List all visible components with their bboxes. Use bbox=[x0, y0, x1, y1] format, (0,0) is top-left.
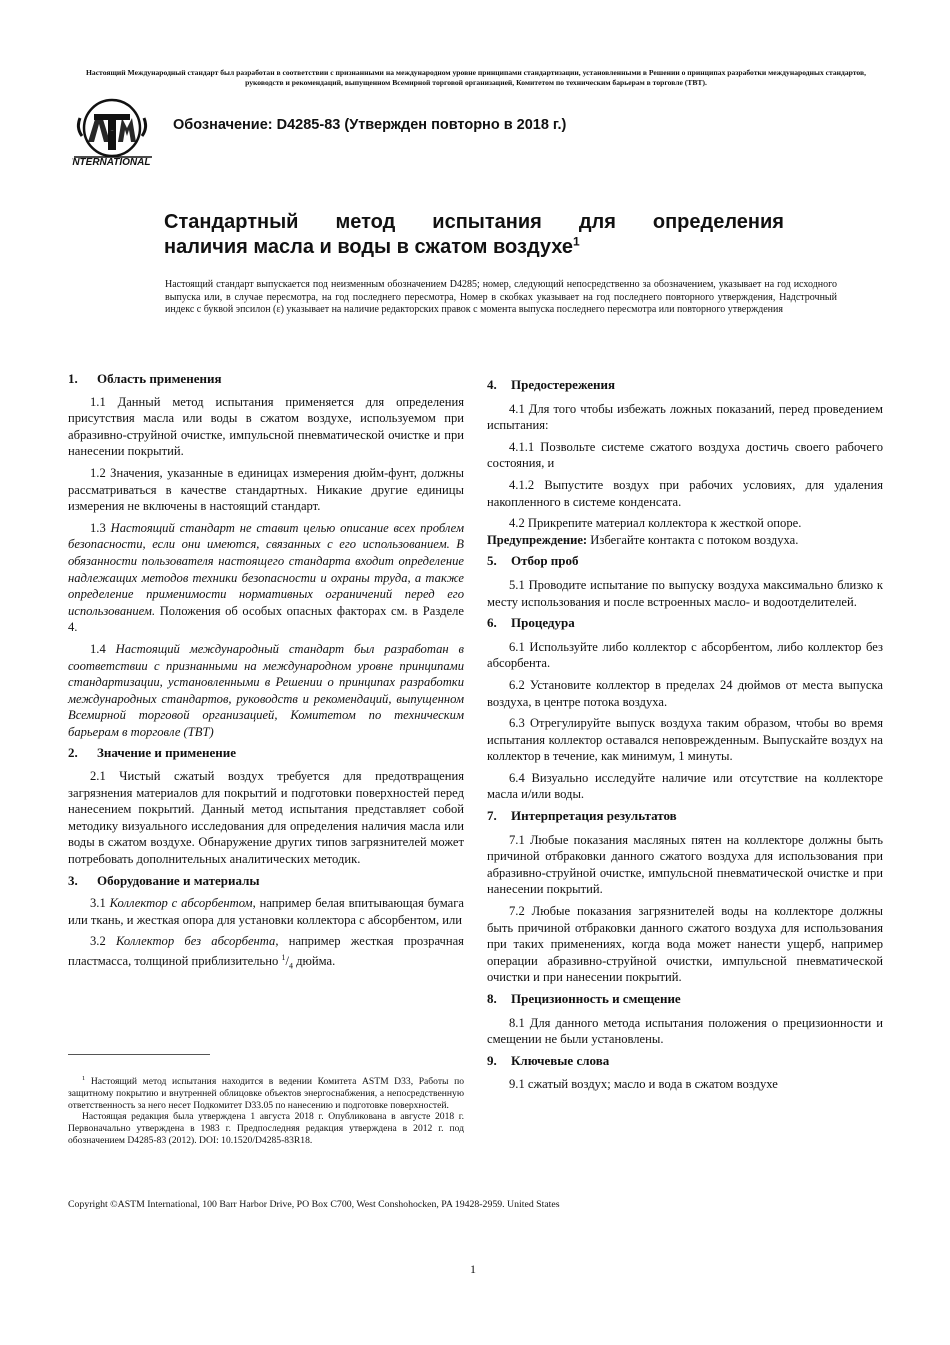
document-title bbox=[164, 210, 784, 260]
title-word: для bbox=[578, 211, 616, 233]
footnote-divider bbox=[68, 1054, 210, 1055]
title-line-2-text: наличия масла и воды в сжатом воздухе bbox=[164, 236, 574, 258]
warning: Предупреждение: Избегайте контакта с потоком воздуха. bbox=[487, 532, 799, 547]
para-7-2: 7.2 Любые показания загрязнителей воды на коллекторе должны быть причиной отбраковки данного сжатого воздуха для использования при таких применениях, когда вода может нанести ущерб, например операции абразивно-струйной очистки, импульсной пневматической очистки и при нанесении покрытий. bbox=[487, 904, 883, 985]
para-4-2: 4.2 Прикрепите материал коллектора к жесткой опоре. bbox=[509, 516, 802, 531]
wto-notice: Настоящий Международный стандарт был разработан в соответствии с признанными на международном уровне принципами стандартизации, установленными в Решении о принципах разработки международных стандартов, руководств и рекомендаций, выпущенном Всемирной торговой организацией, Комитетом по техническим барьерам в торговле (TBT). bbox=[85, 68, 866, 87]
para-6-2: 6.2 Установите коллектор в пределах 24 дюймов от места выпуска воздуха, в центре потока воздуха. bbox=[487, 677, 883, 709]
footnote-1: $^1$ Настоящий метод испытания находится в ведении Комитета ASTM D33, Работы по защитному покрытию и внутренней облицовке объектов энергоснабжения, а непосредственную ответственность за него несет Подкомитет D33.05 по нанесению и подготовке поверхностей. bbox=[68, 1075, 464, 1111]
para-1-4: 1.4 Настоящий международный стандарт был разработан в соответствии с признанными на международном уровне принципами стандартизации, установленными в Решении о принципах разработки международных стандартов, руководств и рекомендаций, выпущенном Всемирной торговой организацией, Комитетом по техническим барьерам в торговле (TBT) bbox=[68, 641, 464, 739]
title-word: испытания bbox=[432, 211, 542, 233]
right-column bbox=[487, 377, 883, 1098]
title-footnote-mark: 1 bbox=[573, 234, 580, 249]
title-line-1 bbox=[164, 210, 784, 235]
para-3-1: 3.1 Коллектор с абсорбентом, например белая впитывающая бумага или ткань, и жесткая опора для установки коллектора с абсорбентом, или bbox=[68, 896, 464, 927]
logo-hidden-text: ASTM bbox=[110, 131, 114, 132]
footnotes bbox=[68, 1073, 464, 1146]
title-word: определения bbox=[652, 211, 784, 233]
section-heading-1: 1. Область применения bbox=[68, 371, 222, 386]
para-4-1-2: 4.1.2 Выпустите воздух при рабочих условиях, для удаления накопленного в системе конденсата. bbox=[487, 477, 883, 509]
para-3-2: 3.2 Коллектор без абсорбента, например жесткая прозрачная пластмасса, толщиной приблизительно $^1/_4$ дюйма. bbox=[68, 934, 464, 971]
footnote-2: Настоящая редакция была утверждена 1 августа 2018 г. Опубликована в августе 2018 г. Первоначально утверждена в 1983 г. Предпоследняя редакция утверждена в 2012 г. под обозначением D4285-83 (2012). DOI: 10.1520/D4285-83R18. bbox=[68, 1111, 464, 1146]
astm-logo bbox=[72, 98, 158, 170]
para-1-1: 1.1 Данный метод испытания применяется для определения присутствия масла или воды в сжатом воздухе, используемом при абразивно-струйной очистке, импульсной пневматической очистке и при нанесении покрытий. bbox=[68, 394, 464, 459]
para-4-1-1: 4.1.1 Позвольте системе сжатого воздуха достичь своего рабочего состояния, и bbox=[487, 439, 883, 471]
section-heading-9: 9. Ключевые слова bbox=[487, 1052, 610, 1068]
fraction-one-quarter: $^1/_4$ bbox=[281, 953, 293, 971]
section-heading-2: 2. Значение и применение bbox=[68, 745, 237, 761]
page-number: 1 bbox=[470, 1262, 476, 1276]
section-heading-7: 7. Интерпретация результатов bbox=[487, 808, 677, 824]
issue-note: Настоящий стандарт выпускается под неизменным обозначением D4285; номер, следующий непосредственно за обозначением, указывает на год исходного выпуска или, в случае пересмотра, на год последнего пересмотра, Номер в скобках указывает на год последнего повторного утверждения, Надстрочный индекс с буквой эпсилон (ε) указывает на наличие редакторских правок с момента выпуска последнего пересмотра или повторного утверждения bbox=[165, 279, 837, 316]
para-9-1: 9.1 сжатый воздух; масло и вода в сжатом воздухе bbox=[509, 1077, 778, 1092]
para-5-1: 5.1 Проводите испытание по выпуску воздуха максимально близко к месту использования и после встроенных масло- и водоотделителей. bbox=[487, 577, 883, 609]
para-1-2: 1.2 Значения, указанные в единицах измерения дюйм-фунт, должны рассматриваться в качестве стандартных. Никакие другие единицы измерения не включены в настоящий стандарт. bbox=[68, 465, 464, 514]
para-7-1: 7.1 Любые показания масляных пятен на коллекторе должны быть причиной отбраковки данного сжатого воздуха для использования при абразивно-струйной очистке, импульсной пневматической очистке и при нанесении покрытий. bbox=[487, 832, 883, 897]
para-6-4: 6.4 Визуально исследуйте наличие или отсутствие на коллекторе масла и/или воды. bbox=[487, 770, 883, 802]
left-column bbox=[68, 371, 464, 980]
logo-international-text: INTERNATIONAL bbox=[72, 157, 151, 168]
designation: Обозначение: D4285-83 (Утвержден повторно в 2018 г.) bbox=[173, 117, 567, 133]
para-6-3: 6.3 Отрегулируйте выпуск воздуха таким образом, чтобы во время испытания коллектор оставался неповрежденным. Выпускайте воздух на коллектор в течение, как минимум, 1 минуты. bbox=[487, 716, 883, 764]
para-2-1: 2.1 Чистый сжатый воздух требуется для предотвращения загрязнения материалов для покрытий и подготовки поверхностей перед нанесением покрытий. Данный метод испытания представляет собой методику визуального исследования для определения наличия масла или воды в сжатом воздухе. Обнаружение других типов загрязнителей может потребовать дополнительных аналитических методик. bbox=[68, 769, 464, 867]
section-heading-6: 6. Процедура bbox=[487, 615, 575, 631]
title-word: Стандартный bbox=[164, 211, 299, 233]
title-line-2 bbox=[164, 235, 784, 260]
section-heading-5: 5. Отбор проб bbox=[487, 553, 579, 569]
copyright: Copyright ©ASTM International, 100 Barr Harbor Drive, PO Box C700, West Conshohocken, PA 19428-2959. United States bbox=[68, 1199, 560, 1210]
para-1-3: 1.3 Настоящий стандарт не ставит целью описание всех проблем безопасности, если они имеются, связанных с его использованием. В обязанности пользователя настоящего стандарта входит определение надлежащих методов техники безопасности и охраны труда, а также определение применимости нормативных ограничений перед его использованием. Положения об особых опасных факторах см. в Разделе 4. bbox=[68, 520, 464, 635]
section-heading-3: 3. Оборудование и материалы bbox=[68, 872, 260, 888]
astm-logo-icon bbox=[78, 100, 145, 156]
section-heading-8: 8. Прецизионность и смещение bbox=[487, 991, 681, 1006]
para-6-1: 6.1 Используйте либо коллектор с абсорбентом, либо коллектор без абсорбента. bbox=[487, 639, 883, 671]
para-8-1: 8.1 Для данного метода испытания положения о прецизионности и смещении не были установлены. bbox=[487, 1015, 883, 1047]
section-heading-4: 4. Предостережения bbox=[487, 377, 615, 392]
para-4-1: 4.1 Для того чтобы избежать ложных показаний, перед проведением испытания: bbox=[487, 401, 883, 433]
title-word: метод bbox=[335, 211, 396, 233]
